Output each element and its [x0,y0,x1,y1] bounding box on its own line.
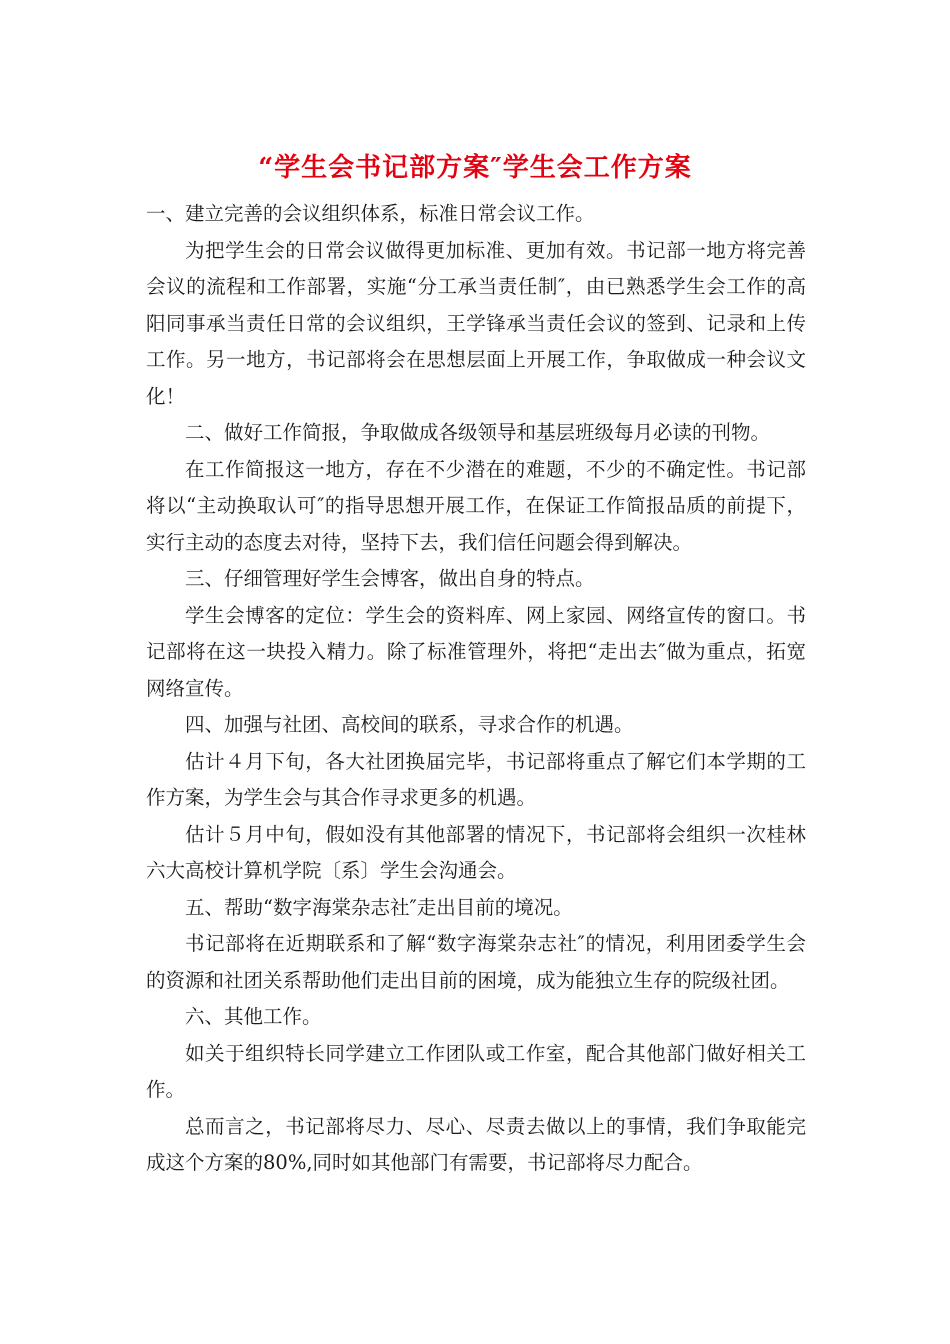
body-paragraph: 为把学生会的日常会议做得更加标准、更加有效。书记部一地方将完善会议的流程和工作部署，实施“分工承当责任制″，由已熟悉学生会工作的高阳同事承当责任日常的会议组织，王学锋承当责任会议的签到、记录和上传工作。另一地方，书记部将会在思想层面上开展工作，争取做成一种会议文化！ [146,238,806,408]
document-title: “学生会书记部方案″学生会工作方案 [258,153,692,183]
body-paragraph: 估计４月下旬，各大社团换届完毕，书记部将重点了解它们本学期的工作方案，为学生会与其合作寻求更多的机遇。 [146,749,806,809]
closing-paragraph: 总而言之，书记部将尽力、尽心、尽责去做以上的事情，我们争取能完成这个方案的80%,同时如其他部门有需要，书记部将尽力配合。 [146,1114,806,1174]
body-paragraph: 如关于组织特长同学建立工作团队或工作室，配合其他部门做好相关工作。 [146,1041,806,1101]
section-heading-6: 六、其他工作。 [185,1005,322,1028]
section-heading-4: 四、加强与社团、高校间的联系，寻求合作的机遇。 [185,713,634,736]
body-paragraph: 估计５月中旬，假如没有其他部署的情况下，书记部将会组织一次桂林六大高校计算机学院〔系〕学生会沟通会。 [146,822,806,882]
section-heading-2: 二、做好工作简报，争取做成各级领导和基层班级每月必读的刊物。 [185,421,771,444]
section-heading-1: 一、建立完善的会议组织体系，标准日常会议工作。 [146,202,595,225]
section-heading-5: 五、帮助“数字海棠杂志社″走出目前的境况。 [185,895,573,919]
document-body [146,196,806,1182]
section-heading-3: 三、仔细管理好学生会博客，做出自身的特点。 [185,567,595,590]
body-paragraph: 学生会博客的定位：学生会的资料库、网上家园、网络宣传的窗口。书记部将在这一块投入精力。除了标准管理外，将把“走出去″做为重点，拓宽网络宣传。 [146,603,806,700]
body-paragraph: 书记部将在近期联系和了解“数字海棠杂志社″的情况，利用团委学生会的资源和社团关系帮助他们走出目前的困境，成为能独立生存的院级社团。 [146,932,806,992]
body-paragraph: 在工作简报这一地方，存在不少潜在的难题，不少的不确定性。书记部将以“主动换取认可″的指导思想开展工作，在保证工作简报品质的前提下，实行主动的态度去对待，坚持下去，我们信任问题会得到解决。 [146,457,806,554]
